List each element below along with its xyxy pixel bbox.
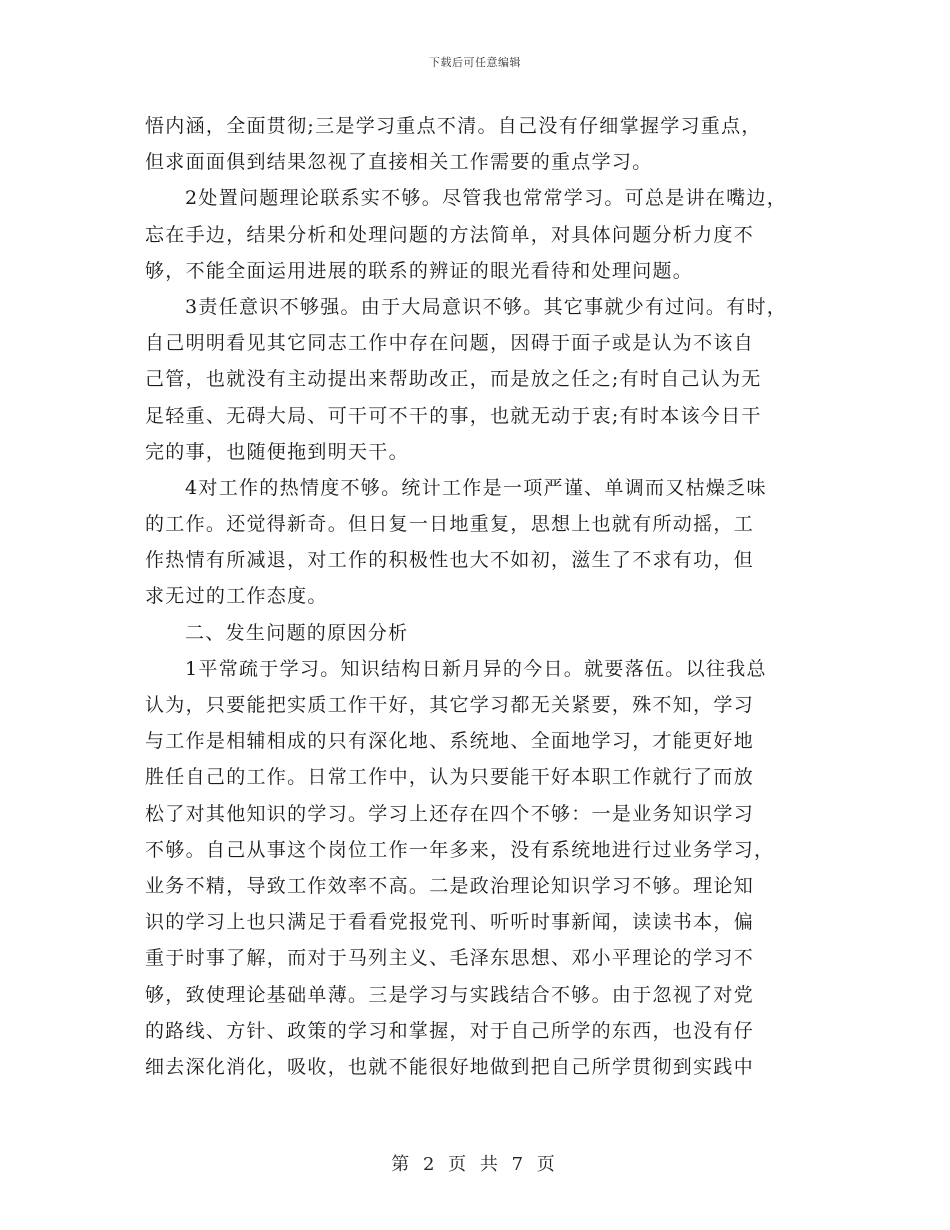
text-line: 悟内涵，全面贯彻;三是学习重点不清。自己没有仔细掌握学习重点，	[145, 115, 762, 137]
text-line: 2处置问题理论联系实不够。尽管我也常常学习。可总是讲在嘴边，	[185, 187, 788, 210]
text-line: 不够。自己从事这个岗位工作一年多来，没有系统地进行过业务学习，	[145, 838, 775, 861]
page-header-note: 下载后可任意编辑	[429, 56, 521, 69]
text-line: 的工作。还觉得新奇。但日复一日地重复，思想上也就有所动摇，工	[145, 513, 755, 536]
text-line: 二、发生问题的原因分析	[185, 621, 409, 644]
page-number: 第 2 页 共 7 页	[391, 1154, 559, 1175]
text-line: 完的事，也随便拖到明天干。	[145, 440, 409, 463]
text-line: 求无过的工作态度。	[145, 585, 328, 608]
text-line: 业务不精，导致工作效率不高。二是政治理论知识学习不够。理论知	[145, 874, 755, 897]
document-body	[145, 108, 835, 1085]
text-line: 忘在手边，结果分析和处理问题的方法简单，对具体问题分析力度不	[145, 223, 755, 246]
text-line: 松了对其他知识的学习。学习上还存在四个不够：一是业务知识学习	[145, 802, 755, 825]
text-line: 4对工作的热情度不够。统计工作是一项严谨、单调而又枯燥乏味	[185, 476, 767, 499]
text-line: 重于时事了解，而对于马列主义、毛泽东思想、邓小平理论的学习不	[145, 947, 755, 970]
text-line: 认为，只要能把实质工作干好，其它学习都无关紧要，殊不知，学习	[145, 694, 755, 716]
text-line: 1平常疏于学习。知识结构日新月异的今日。就要落伍。以往我总	[185, 657, 767, 680]
text-line: 细去深化消化，吸收，也就不能很好地做到把自己所学贯彻到实践中	[145, 1055, 755, 1078]
text-line: 够，不能全面运用进展的联系的辨证的眼光看待和处理问题。	[145, 259, 694, 282]
text-line: 足轻重、无碍大局、可干可不干的事，也就无动于衷;有时本该今日干	[145, 404, 762, 427]
text-line: 与工作是相辅相成的只有深化地、系统地、全面地学习，才能更好地	[145, 730, 755, 753]
text-line: 胜任自己的工作。日常工作中，认为只要能干好本职工作就行了而放	[145, 766, 755, 789]
text-line: 自己明明看见其它同志工作中存在问题，因碍于面子或是认为不该自	[145, 332, 755, 355]
text-line: 识的学习上也只满足于看看党报党刊、听听时事新闻，读读书本，偏	[145, 911, 755, 934]
text-line: 3责任意识不够强。由于大局意识不够。其它事就少有过问。有时，	[185, 295, 788, 318]
text-line: 作热情有所减退，对工作的积极性也大不如初，滋生了不求有功，但	[145, 549, 755, 572]
text-line: 但求面面俱到结果忽视了直接相关工作需要的重点学习。	[145, 151, 653, 174]
text-line: 的路线、方针、政策的学习和掌握，对于自己所学的东西，也没有仔	[145, 1019, 755, 1042]
text-line: 够，致使理论基础单薄。三是学习与实践结合不够。由于忽视了对党	[145, 983, 755, 1006]
text-line: 己管，也就没有主动提出来帮助改正，而是放之任之;有时自己认为无	[145, 368, 762, 391]
